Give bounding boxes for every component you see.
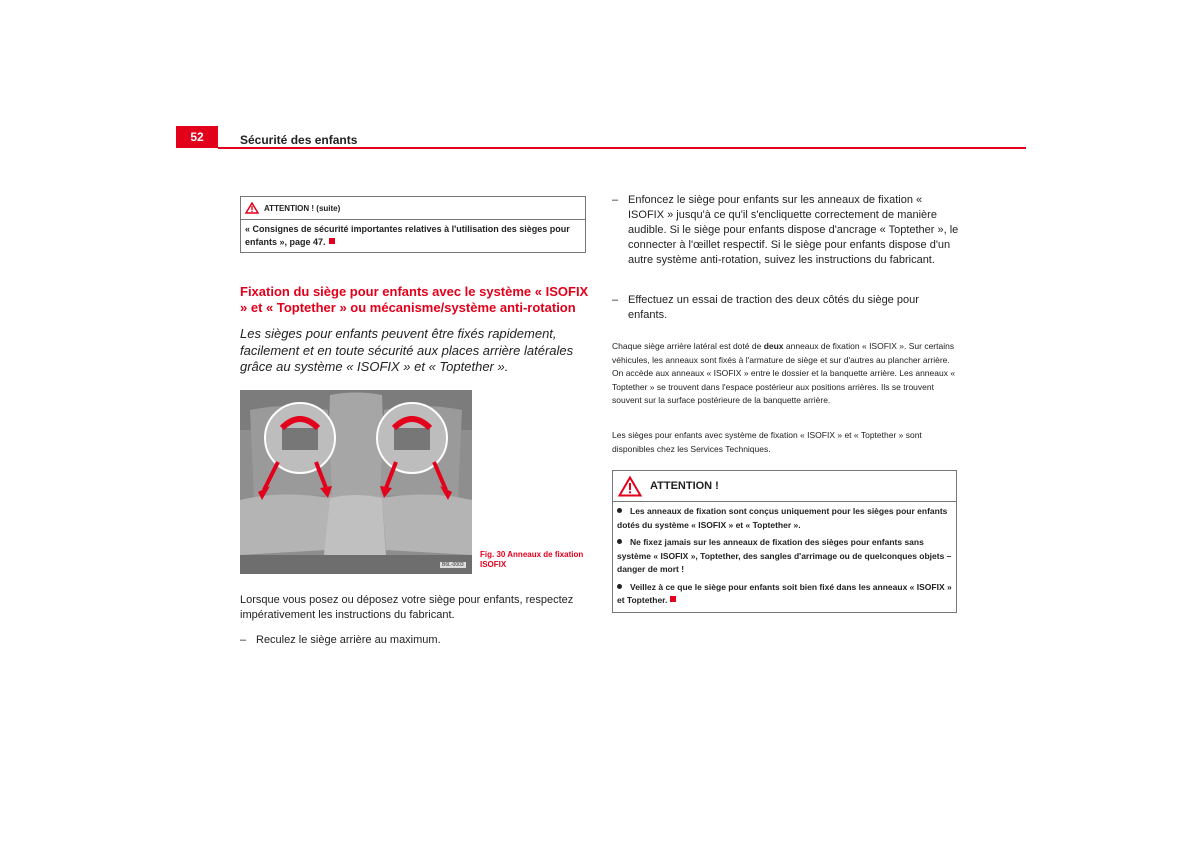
warning-item: Ne fixez jamais sur les anneaux de fixation des sièges pour enfants sans système « ISOFIX », Toptether, des sangles d'arrimage ou de quelconques objets – danger de mort !	[617, 537, 952, 574]
warning-box-continued	[240, 196, 586, 253]
step-item: – Effectuez un essai de traction des deux côtés du siège pour enfants.	[612, 294, 919, 321]
info-paragraph: Les sièges pour enfants avec système de fixation « ISOFIX » et « Toptether » sont disponibles chez les Services Techniques.	[612, 430, 922, 454]
step-item: – Reculez le siège arrière au maximum.	[240, 634, 441, 646]
warning-text: « Consignes de sécurité importantes relatives à l'utilisation des sièges pour enfants », page 47.	[245, 224, 570, 247]
figure-caption: Fig. 30 Anneaux de fixation ISOFIX	[480, 550, 584, 569]
warning-item: Les anneaux de fixation sont conçus uniquement pour les sièges pour enfants dotés du système « ISOFIX » et « Toptether ».	[617, 506, 948, 530]
header-title: Sécurité des enfants	[240, 133, 358, 147]
page-number: 52	[176, 126, 218, 148]
warning-label: ATTENTION !	[650, 480, 719, 492]
end-square-icon	[670, 596, 676, 602]
section-lead: Les sièges pour enfants peuvent être fixés rapidement, facilement et en toute sécurité aux places arrière latérales grâce au système « ISOFIX » et « Toptether ».	[240, 326, 574, 374]
instruction-paragraph: Lorsque vous posez ou déposez votre siège pour enfants, respectez impérativement les instructions du fabricant.	[240, 594, 574, 621]
warning-box	[612, 470, 957, 613]
bullet-icon	[617, 539, 622, 544]
step-item: – Enfoncez le siège pour enfants sur les anneaux de fixation « ISOFIX » jusqu'à ce qu'il s'encliquette correctement de manière audible. Si le siège pour enfants dispose d'ancrage « Toptether », le connecter à l'œillet respectif. Si le siège pour enfants dispose d'un autre système anti-rotation, suivez les instructions du fabricant.	[612, 194, 959, 266]
warning-item: Veillez à ce que le siège pour enfants soit bien fixé dans les anneaux « ISOFIX » et Toptether.	[617, 581, 952, 605]
warning-triangle-icon	[618, 476, 642, 497]
section-title: Fixation du siège pour enfants avec le système « ISOFIX » et « Toptether » ou mécanisme/système anti-rotation	[240, 284, 589, 315]
bullet-icon	[617, 508, 622, 513]
bullet-icon	[617, 584, 622, 589]
warning-triangle-icon	[245, 202, 259, 214]
end-square-icon	[329, 238, 335, 244]
info-paragraph: Chaque siège arrière latéral est doté de deux anneaux de fixation « ISOFIX ». Sur certains véhicules, les anneaux sont fixés à l'armature de siège et sur d'autres au plancher arrière. On accède aux anneaux « ISOFIX » entre le dossier et la banquette arrière. Les anneaux « Toptether » se trouvent dans l'espace postérieur aux positions arrières. Ils se trouvent souvent sur la surface postérieure de la banquette arrière.	[612, 341, 956, 405]
warning-label: ATTENTION ! (suite)	[264, 203, 341, 213]
rear-seat-illustration	[240, 390, 472, 574]
isofix-figure	[240, 390, 472, 574]
figure-code: B6L-0003	[442, 562, 464, 568]
header-rule	[218, 147, 1026, 149]
